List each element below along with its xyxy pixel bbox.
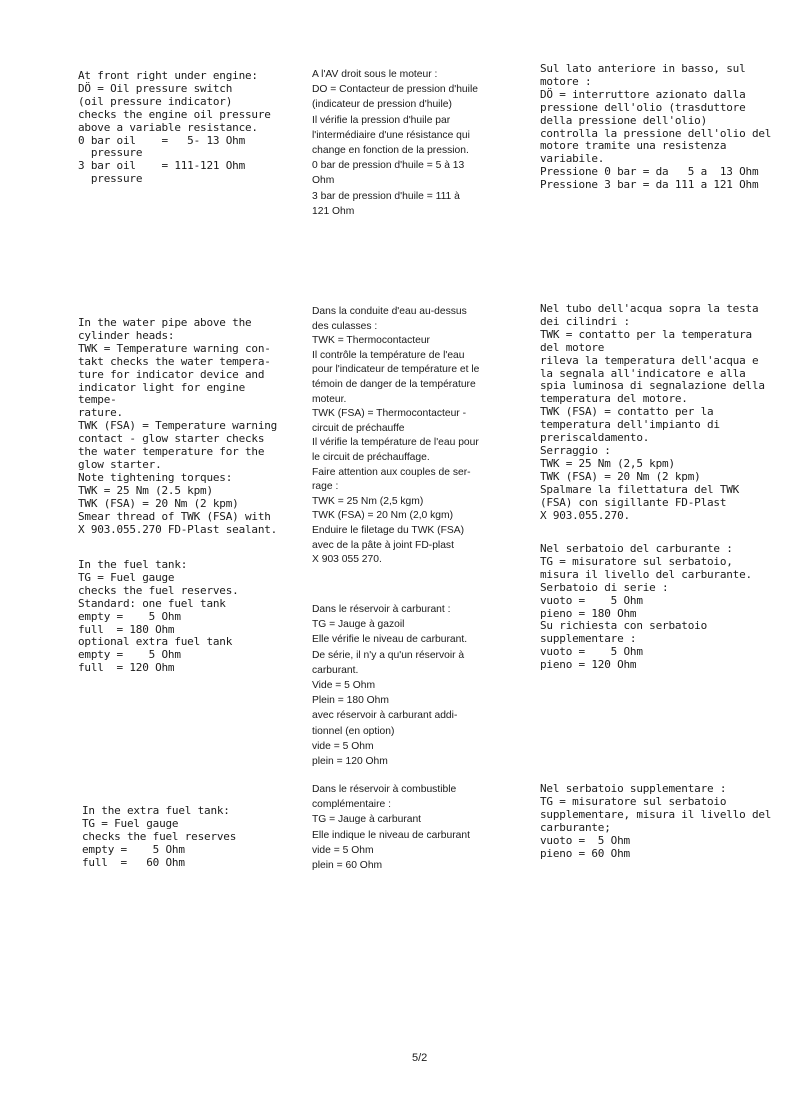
temp-section-italian: Nel tubo dell'acqua sopra la testa dei cilindri : TWK = contatto per la temperatura del motore rileva la temperatura dell'acqua e la segnala all'indicatore e alla spia luminosa di segnalazione della temperatura del motore. TWK (FSA) = contatto per la temperatura dell'impianto di preriscaldamento. Serraggio : TWK = 25 Nm (2,5 kpm) TWK (FSA) = 20 Nm (2 kpm) Spalmare la filettatura del TWK (FSA) con sigillante FD-Plast X 903.055.270. [540,302,765,522]
extra-tank-section-french: Dans le réservoir à combustible complémentaire : TG = Jauge à carburant Elle indique le niveau de carburant vide = 5 Ohm plein = 60 Ohm [312,784,470,872]
oil-section-italian: Sul lato anteriore in basso, sul motore : DÖ = interruttore azionato dalla pressione dell'olio (trasduttore della pressione dell'olio) controlla la pressione dell'olio del motore tramite una resistenza variabile. Pressione 0 bar = da 5 a 13 Ohm Pressione 3 bar = da 111 a 121 Ohm [540,62,772,192]
oil-section-french: A l'AV droit sous le moteur : DO = Contacteur de pression d'huile (indicateur de pression d'huile) Il vérifie la pression d'huile par l'intermédiaire d'une résistance qui change en fonction de la pression. 0 bar de pression d'huile = 5 à 13 Ohm 3 bar de pression d'huile = 111 à 121 Ohm [312,69,478,217]
extra-tank-section-english: In the extra fuel tank: TG = Fuel gauge checks the fuel reserves empty = 5 Ohm full = 60 Ohm [82,804,237,869]
extra-tank-section-italian: Nel serbatoio supplementare : TG = misuratore sul serbatoio supplementare, misura il livello del carburante; vuoto = 5 Ohm pieno = 60 Ohm [540,782,772,860]
oil-section-english: At front right under engine: DÖ = Oil pressure switch (oil pressure indicator) checks the engine oil pressure above a variable resistance. 0 bar oil = 5- 13 Ohm pressure 3 bar oil = 111-121 Ohm pressure [78,69,271,186]
temp-section-english: In the water pipe above the cylinder heads: TWK = Temperature warning con- takt checks the water tempera- ture for indicator device and indicator light for engine tempe- rature. TWK (FSA) = Temperature warning contact - glow starter checks the water temperature for the glow starter. Note tightening torques: TWK = 25 Nm (2.5 kpm) TWK (FSA) = 20 Nm (2 kpm) Smear thread of TWK (FSA) with X 903.055.270 FD-Plast sealant. [78,316,278,536]
page-number: 5/2 [412,1052,428,1064]
fuel-section-italian: Nel serbatoio del carburante : TG = misuratore sul serbatoio, misura il livello del carburante. Serbatoio di serie : vuoto = 5 Ohm pieno = 180 Ohm Su richiesta con serbatoio supplementare : vuoto = 5 Ohm pieno = 120 Ohm [540,542,752,672]
fuel-section-french: Dans le réservoir à carburant : TG = Jauge à gazoil Elle vérifie le niveau de carburant. De série, il n'y a qu'un réservoir à carburant. Vide = 5 Ohm Plein = 180 Ohm avec réservoir à carburant addi- tionnel (en option) vide = 5 Ohm plein = 120 Ohm [312,604,468,768]
fuel-section-english: In the fuel tank: TG = Fuel gauge checks the fuel reserves. Standard: one fuel tank empty = 5 Ohm full = 180 Ohm optional extra fuel tank empty = 5 Ohm full = 120 Ohm [78,558,239,675]
temp-section-french: Dans la conduite d'eau au-dessus des culasses : TWK = Thermocontacteur Il contrôle la température de l'eau pour l'indicateur de température et le témoin de danger de la température moteur. TWK (FSA) = Thermocontacteur - circuit de préchauffe Il vérifie la température de l'eau pour le circuit de préchauffage. Faire attention aux couples de ser- rage : TWK = 25 Nm (2,5 kgm) TWK (FSA) = 20 Nm (2,0 kgm) Enduire le filetage du TWK (FSA) avec de la pâte à joint FD-plast X 903 055 270. [312,306,480,566]
